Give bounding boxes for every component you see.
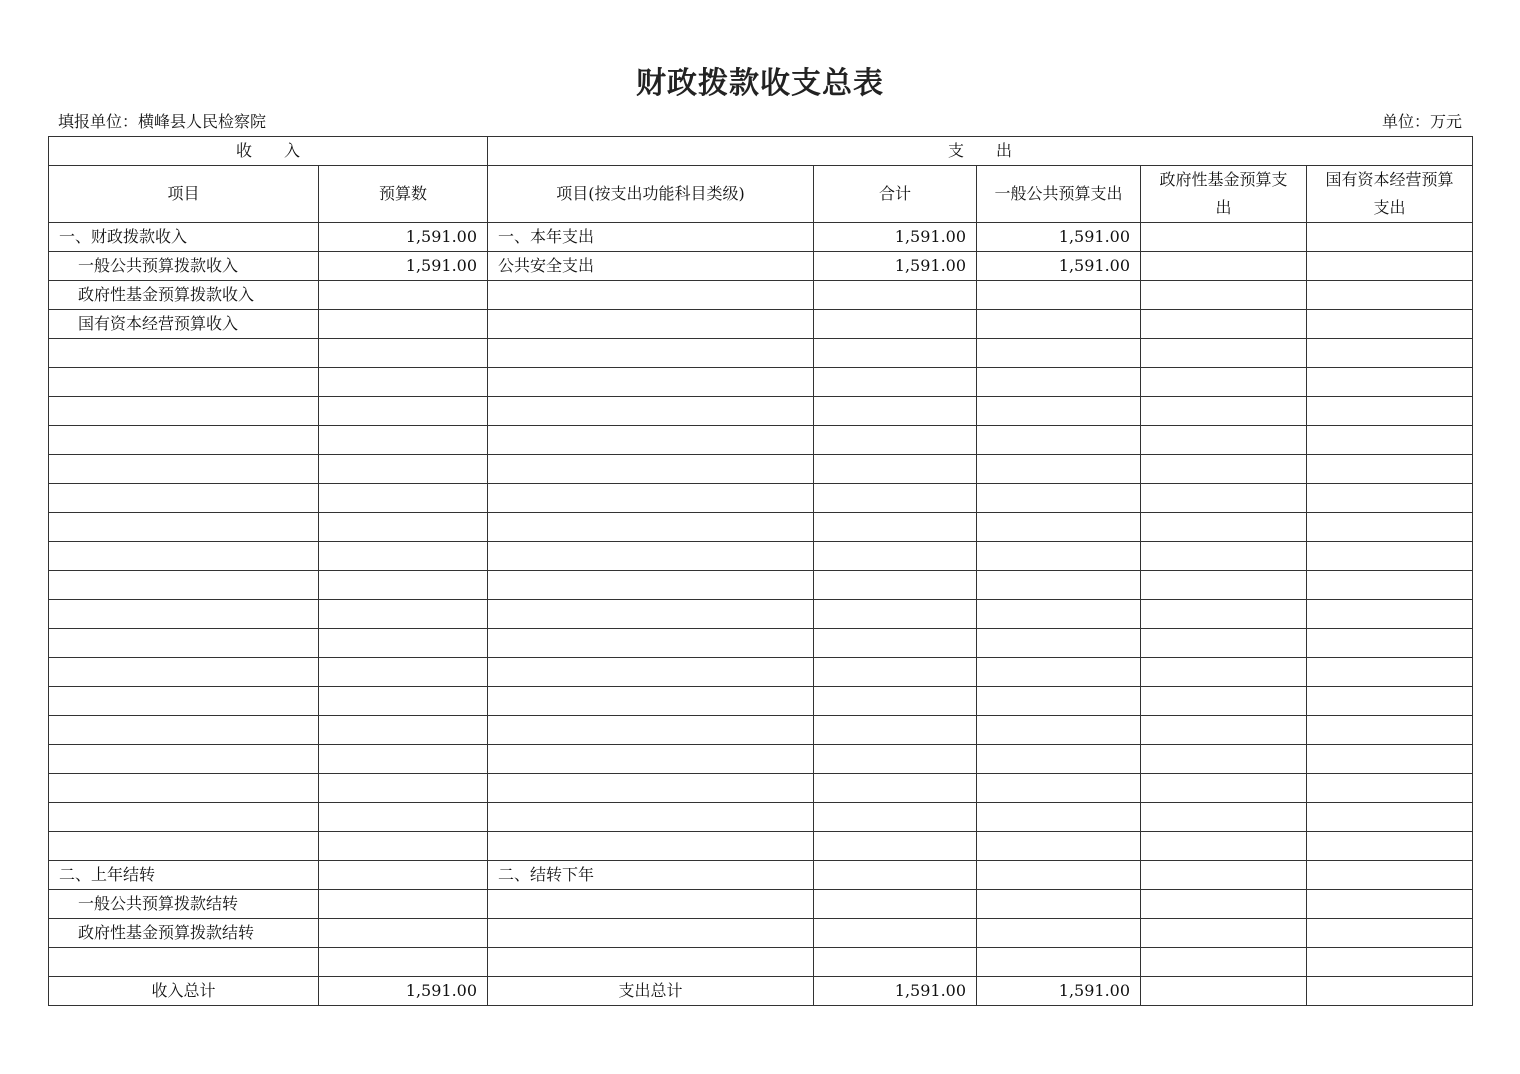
cell-state — [1307, 542, 1473, 571]
cell-general — [977, 687, 1141, 716]
cell-in-item — [49, 513, 319, 542]
cell-fund — [1141, 339, 1307, 368]
table-row — [49, 716, 1473, 745]
cell-general: 1,591.00 — [977, 223, 1141, 252]
section-header-row — [49, 137, 1473, 166]
cell-in-budget — [319, 832, 488, 861]
table-row — [49, 397, 1473, 426]
cell-general — [977, 658, 1141, 687]
cell-state — [1307, 658, 1473, 687]
cell-general — [977, 571, 1141, 600]
cell-total — [814, 803, 977, 832]
income-section-header: 收 入 — [49, 137, 488, 166]
cell-state — [1307, 281, 1473, 310]
cell-fund — [1141, 716, 1307, 745]
cell-in-budget — [319, 542, 488, 571]
cell-total — [814, 658, 977, 687]
cell-in-budget — [319, 629, 488, 658]
expense-general-total: 1,591.00 — [977, 977, 1141, 1006]
cell-state — [1307, 803, 1473, 832]
cell-general — [977, 919, 1141, 948]
table-row — [49, 339, 1473, 368]
table-row — [49, 542, 1473, 571]
table-row — [49, 281, 1473, 310]
cell-ex-item — [488, 281, 814, 310]
table-row — [49, 687, 1473, 716]
cell-ex-item — [488, 455, 814, 484]
cell-general — [977, 397, 1141, 426]
cell-total — [814, 629, 977, 658]
col-header-budget: 预算数 — [319, 166, 488, 223]
cell-state — [1307, 861, 1473, 890]
cell-in-budget — [319, 774, 488, 803]
cell-general — [977, 455, 1141, 484]
currency-unit: 单位：万元 — [1381, 112, 1462, 131]
cell-ex-item — [488, 542, 814, 571]
cell-fund — [1141, 397, 1307, 426]
cell-in-budget — [319, 484, 488, 513]
cell-in-item: 政府性基金预算拨款结转 — [49, 919, 319, 948]
table-row — [49, 513, 1473, 542]
cell-ex-item — [488, 629, 814, 658]
cell-in-budget — [319, 890, 488, 919]
table-row — [49, 571, 1473, 600]
cell-state — [1307, 745, 1473, 774]
cell-state — [1307, 455, 1473, 484]
cell-in-item — [49, 745, 319, 774]
cell-ex-item — [488, 397, 814, 426]
cell-fund — [1141, 368, 1307, 397]
cell-ex-item: 二、结转下年 — [488, 861, 814, 890]
cell-total — [814, 745, 977, 774]
cell-total — [814, 455, 977, 484]
cell-in-item: 一般公共预算拨款收入 — [49, 252, 319, 281]
cell-total — [814, 948, 977, 977]
cell-general — [977, 948, 1141, 977]
cell-state — [1307, 687, 1473, 716]
cell-state — [1307, 310, 1473, 339]
cell-general — [977, 861, 1141, 890]
cell-fund — [1141, 658, 1307, 687]
cell-state — [1307, 571, 1473, 600]
cell-fund — [1141, 223, 1307, 252]
table-row — [49, 861, 1473, 890]
cell-in-item — [49, 629, 319, 658]
cell-fund — [1141, 629, 1307, 658]
cell-state — [1307, 368, 1473, 397]
cell-in-budget — [319, 339, 488, 368]
cell-ex-item — [488, 745, 814, 774]
cell-in-budget: 1,591.00 — [319, 252, 488, 281]
cell-fund — [1141, 484, 1307, 513]
expense-total-value: 1,591.00 — [814, 977, 977, 1006]
cell-fund — [1141, 861, 1307, 890]
cell-general — [977, 281, 1141, 310]
cell-ex-item — [488, 803, 814, 832]
col-header-total: 合计 — [814, 166, 977, 223]
cell-fund — [1141, 571, 1307, 600]
cell-in-item — [49, 397, 319, 426]
cell-in-item — [49, 339, 319, 368]
cell-in-budget — [319, 948, 488, 977]
cell-state — [1307, 890, 1473, 919]
cell-in-budget — [319, 426, 488, 455]
table-body — [49, 137, 1473, 1006]
cell-in-budget — [319, 571, 488, 600]
cell-in-item — [49, 832, 319, 861]
cell-in-item — [49, 948, 319, 977]
cell-general — [977, 310, 1141, 339]
expense-fund-total — [1141, 977, 1307, 1006]
cell-in-budget — [319, 310, 488, 339]
cell-general — [977, 832, 1141, 861]
income-total-label: 收入总计 — [49, 977, 319, 1006]
cell-in-item — [49, 803, 319, 832]
table-row — [49, 426, 1473, 455]
cell-general — [977, 890, 1141, 919]
cell-total — [814, 832, 977, 861]
cell-total — [814, 513, 977, 542]
cell-state — [1307, 513, 1473, 542]
cell-general — [977, 542, 1141, 571]
cell-total — [814, 716, 977, 745]
cell-in-budget — [319, 919, 488, 948]
cell-in-item — [49, 716, 319, 745]
cell-state — [1307, 339, 1473, 368]
cell-in-item: 一般公共预算拨款结转 — [49, 890, 319, 919]
table-row — [49, 919, 1473, 948]
cell-fund — [1141, 832, 1307, 861]
cell-general — [977, 426, 1141, 455]
cell-state — [1307, 252, 1473, 281]
cell-fund — [1141, 600, 1307, 629]
cell-fund — [1141, 281, 1307, 310]
cell-general — [977, 745, 1141, 774]
cell-ex-item — [488, 484, 814, 513]
cell-general — [977, 716, 1141, 745]
table-row — [49, 223, 1473, 252]
cell-ex-item — [488, 774, 814, 803]
cell-in-budget — [319, 803, 488, 832]
budget-summary-table — [48, 136, 1473, 1006]
cell-fund — [1141, 455, 1307, 484]
cell-in-item — [49, 571, 319, 600]
cell-general — [977, 484, 1141, 513]
table-row — [49, 774, 1473, 803]
cell-ex-item — [488, 339, 814, 368]
cell-in-budget — [319, 658, 488, 687]
cell-total — [814, 774, 977, 803]
cell-in-item — [49, 687, 319, 716]
cell-in-item — [49, 368, 319, 397]
cell-ex-item — [488, 513, 814, 542]
cell-general — [977, 803, 1141, 832]
cell-fund — [1141, 803, 1307, 832]
cell-state — [1307, 919, 1473, 948]
table-row — [49, 310, 1473, 339]
cell-in-budget — [319, 368, 488, 397]
cell-general: 1,591.00 — [977, 252, 1141, 281]
cell-in-budget — [319, 600, 488, 629]
cell-total: 1,591.00 — [814, 223, 977, 252]
cell-fund — [1141, 687, 1307, 716]
cell-in-item: 国有资本经营预算收入 — [49, 310, 319, 339]
cell-ex-item — [488, 571, 814, 600]
cell-in-item — [49, 455, 319, 484]
table-row — [49, 803, 1473, 832]
cell-state — [1307, 948, 1473, 977]
reporting-unit: 填报单位：横峰县人民检察院 — [58, 112, 267, 131]
cell-fund — [1141, 948, 1307, 977]
table-row — [49, 948, 1473, 977]
cell-in-item — [49, 658, 319, 687]
cell-in-budget — [319, 716, 488, 745]
cell-in-budget — [319, 687, 488, 716]
table-row — [49, 745, 1473, 774]
cell-ex-item: 公共安全支出 — [488, 252, 814, 281]
table-row — [49, 368, 1473, 397]
cell-state — [1307, 774, 1473, 803]
page-title: 财政拨款收支总表 — [636, 66, 884, 101]
cell-total — [814, 281, 977, 310]
cell-ex-item — [488, 310, 814, 339]
cell-fund — [1141, 745, 1307, 774]
cell-in-budget — [319, 455, 488, 484]
cell-ex-item — [488, 890, 814, 919]
cell-total — [814, 571, 977, 600]
cell-fund — [1141, 513, 1307, 542]
cell-fund — [1141, 310, 1307, 339]
cell-in-budget: 1,591.00 — [319, 223, 488, 252]
expense-state-total — [1307, 977, 1473, 1006]
cell-total — [814, 339, 977, 368]
cell-total — [814, 310, 977, 339]
expense-section-header: 支 出 — [488, 137, 1473, 166]
cell-ex-item — [488, 687, 814, 716]
cell-in-item — [49, 600, 319, 629]
cell-total — [814, 397, 977, 426]
cell-fund — [1141, 774, 1307, 803]
cell-fund — [1141, 426, 1307, 455]
cell-total — [814, 687, 977, 716]
totals-row — [49, 977, 1473, 1006]
table-row — [49, 832, 1473, 861]
cell-state — [1307, 716, 1473, 745]
cell-ex-item — [488, 919, 814, 948]
cell-general — [977, 629, 1141, 658]
cell-in-item: 一、财政拨款收入 — [49, 223, 319, 252]
cell-general — [977, 774, 1141, 803]
cell-in-item: 二、上年结转 — [49, 861, 319, 890]
table-row — [49, 455, 1473, 484]
col-header-item: 项目 — [49, 166, 319, 223]
cell-general — [977, 600, 1141, 629]
cell-ex-item — [488, 368, 814, 397]
cell-state — [1307, 484, 1473, 513]
cell-state — [1307, 600, 1473, 629]
cell-total — [814, 890, 977, 919]
cell-in-item — [49, 774, 319, 803]
cell-general — [977, 339, 1141, 368]
cell-state — [1307, 629, 1473, 658]
cell-fund — [1141, 252, 1307, 281]
cell-total — [814, 368, 977, 397]
cell-in-item — [49, 542, 319, 571]
cell-ex-item — [488, 716, 814, 745]
cell-total — [814, 484, 977, 513]
cell-general — [977, 368, 1141, 397]
income-total-value: 1,591.00 — [319, 977, 488, 1006]
cell-in-budget — [319, 861, 488, 890]
cell-state — [1307, 426, 1473, 455]
cell-state — [1307, 223, 1473, 252]
cell-general — [977, 513, 1141, 542]
cell-total — [814, 861, 977, 890]
col-header-state: 国有资本经营预算支出 — [1307, 166, 1473, 223]
cell-in-budget — [319, 281, 488, 310]
cell-total — [814, 542, 977, 571]
expense-total-label: 支出总计 — [488, 977, 814, 1006]
cell-total — [814, 426, 977, 455]
cell-ex-item — [488, 426, 814, 455]
cell-in-budget — [319, 397, 488, 426]
cell-state — [1307, 397, 1473, 426]
table-row — [49, 890, 1473, 919]
cell-fund — [1141, 890, 1307, 919]
cell-fund — [1141, 919, 1307, 948]
cell-in-budget — [319, 745, 488, 774]
cell-total: 1,591.00 — [814, 252, 977, 281]
cell-total — [814, 919, 977, 948]
cell-fund — [1141, 542, 1307, 571]
cell-ex-item — [488, 600, 814, 629]
table-row — [49, 484, 1473, 513]
col-header-fund: 政府性基金预算支出 — [1141, 166, 1307, 223]
cell-in-budget — [319, 513, 488, 542]
cell-in-item — [49, 484, 319, 513]
cell-total — [814, 600, 977, 629]
cell-ex-item: 一、本年支出 — [488, 223, 814, 252]
cell-ex-item — [488, 948, 814, 977]
cell-in-item: 政府性基金预算拨款收入 — [49, 281, 319, 310]
col-header-general: 一般公共预算支出 — [977, 166, 1141, 223]
table-row — [49, 658, 1473, 687]
cell-ex-item — [488, 658, 814, 687]
table-row — [49, 629, 1473, 658]
column-header-row — [49, 166, 1473, 223]
col-header-exp-item: 项目(按支出功能科目类级) — [488, 166, 814, 223]
cell-in-item — [49, 426, 319, 455]
cell-ex-item — [488, 832, 814, 861]
cell-state — [1307, 832, 1473, 861]
table-row — [49, 252, 1473, 281]
table-row — [49, 600, 1473, 629]
